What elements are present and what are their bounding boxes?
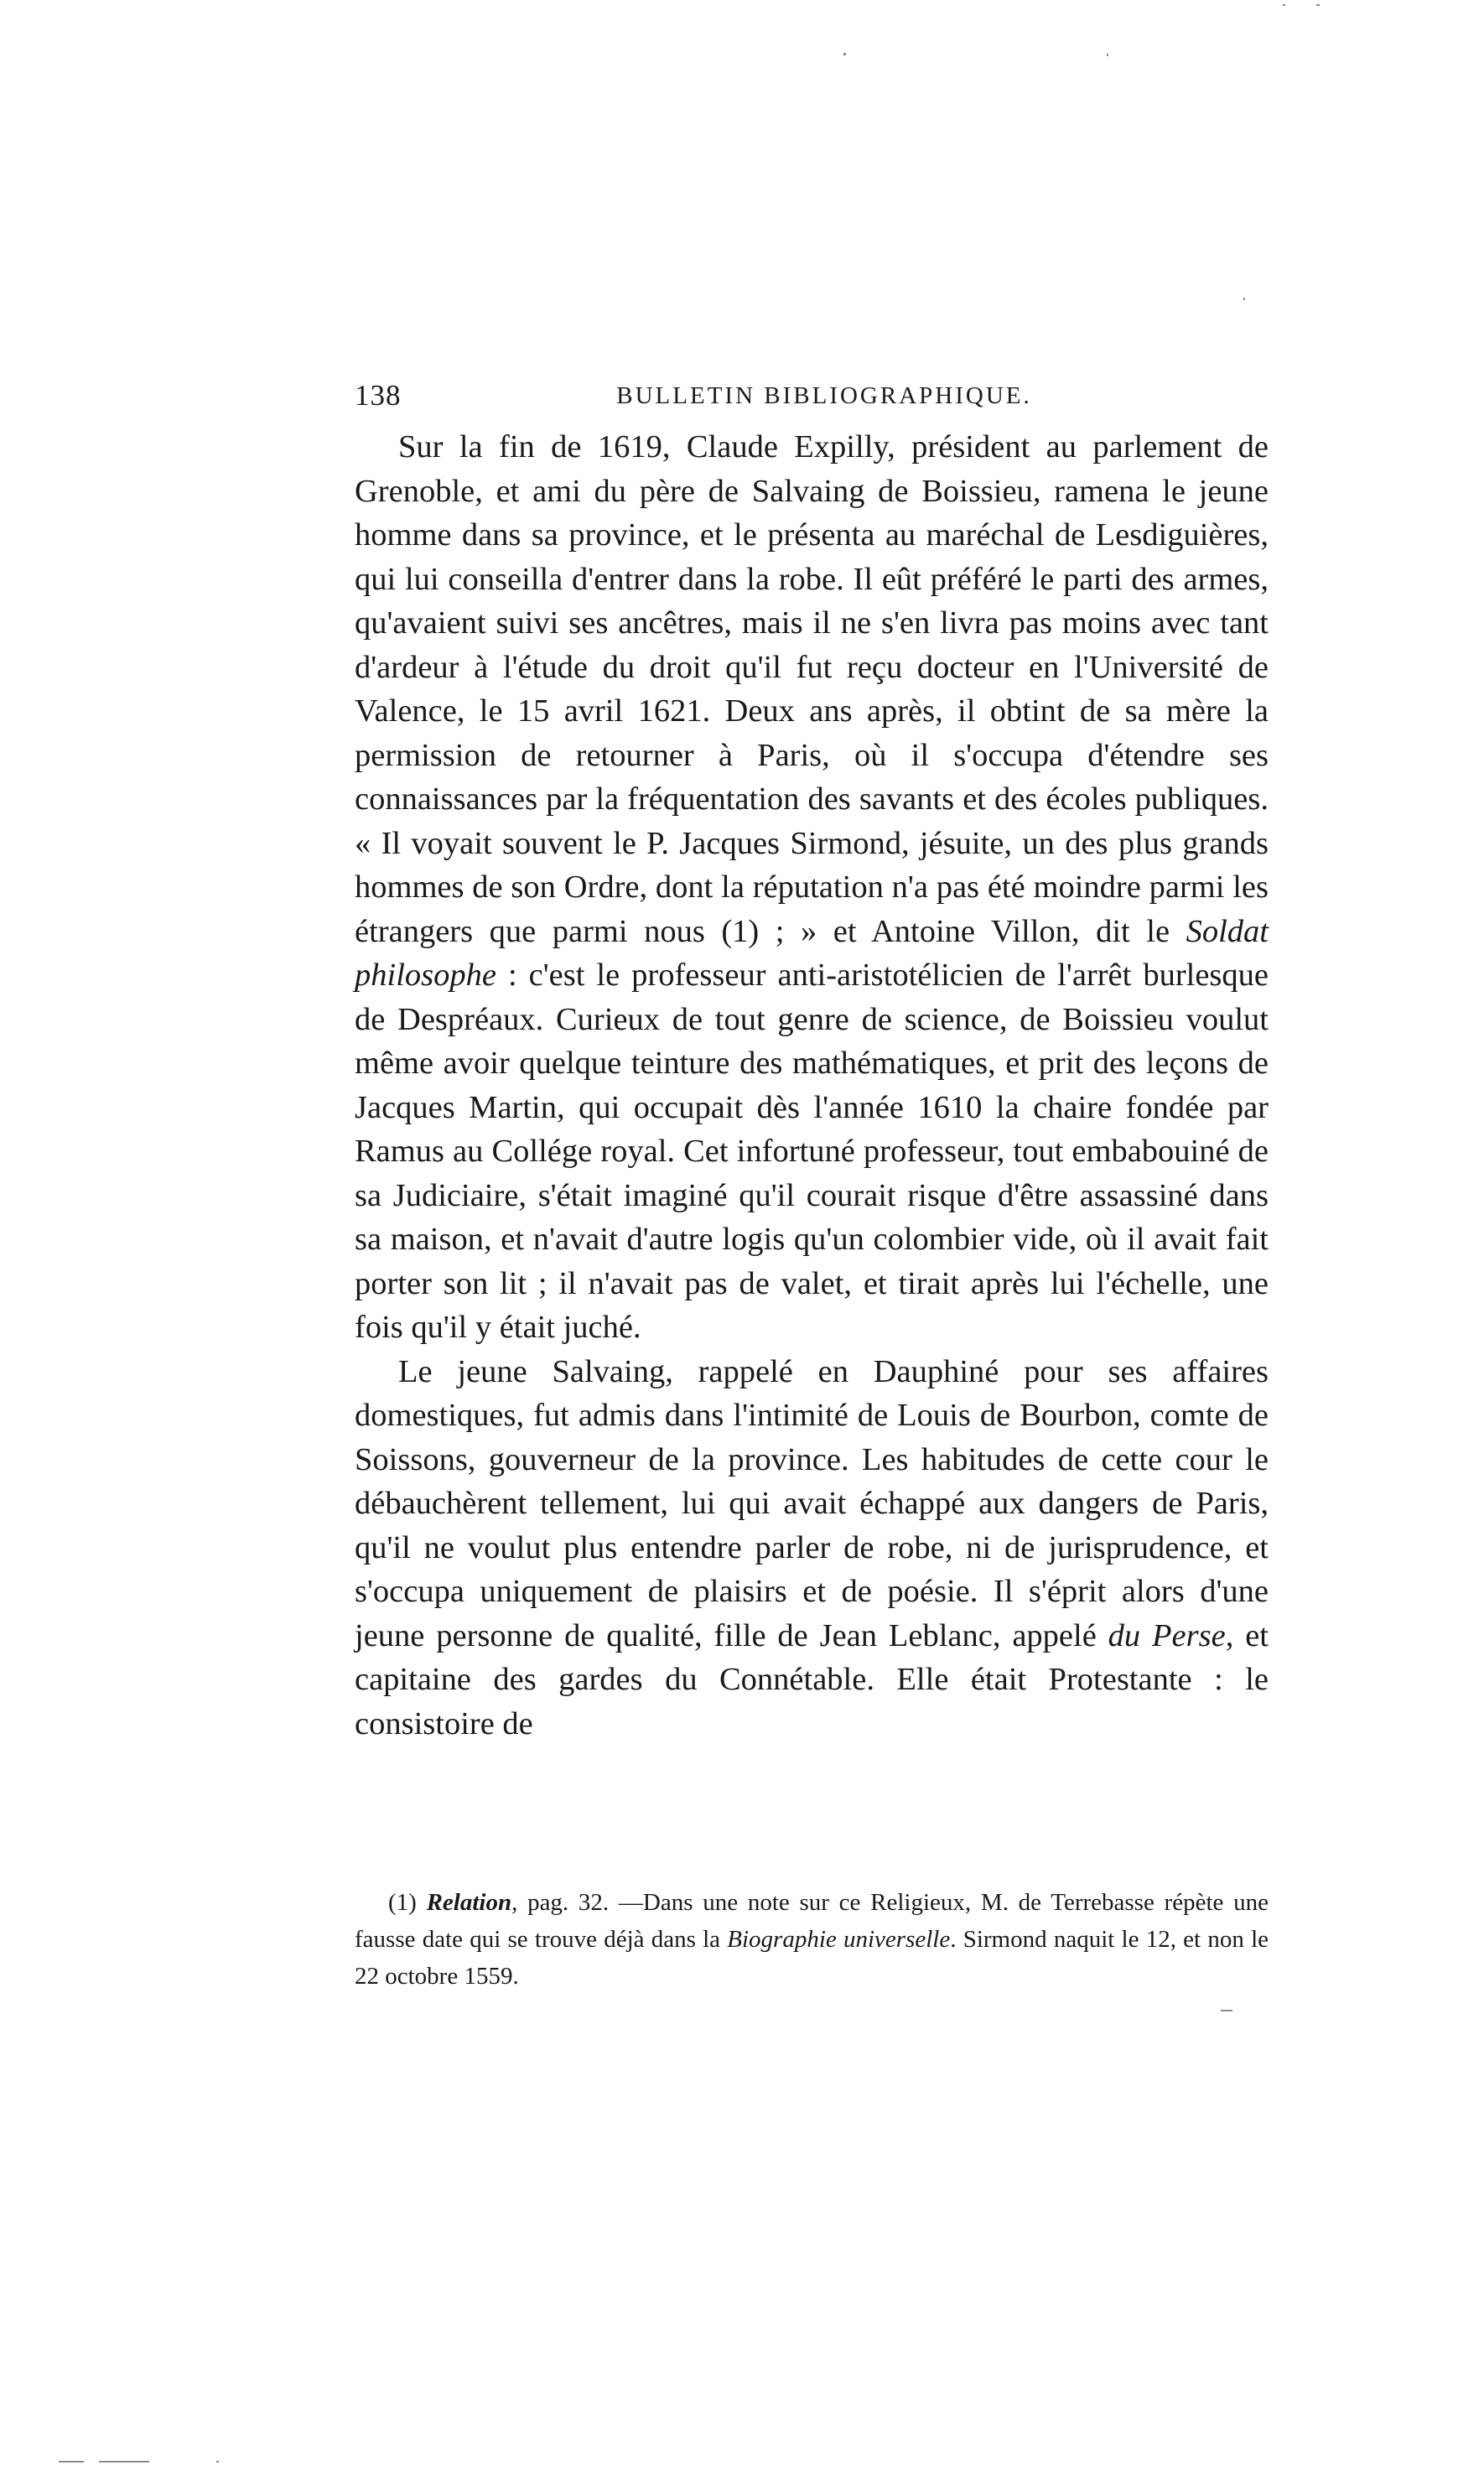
scan-speck [1107,54,1108,56]
scan-speck [1243,298,1245,300]
footnote-marker: (1) [388,1889,427,1916]
footnote-text-b: . Sirmond naquit le 12, et non le 22 octobre 1559. [355,1926,1269,1990]
footnote-title: Relation [426,1889,512,1916]
scan-speck [216,2461,219,2463]
body-text [355,425,1269,1746]
scan-speck [1283,4,1285,6]
paragraph-2-text-b: , et capitaine des gardes du Connétable. Elle était Protestante : le consistoire de [355,1617,1269,1741]
paragraph-1 [355,425,1269,1350]
footnote-text-a: , pag. 32. —Dans une note sur ce Religieux, M. de Terrebasse répète une fausse date qui se trouve déjà dans la [355,1889,1269,1953]
paragraph-2-italic: du Perse [1108,1617,1226,1653]
scan-speck [1316,4,1320,6]
footnote-italic: Biographie universelle [727,1926,951,1953]
paragraph-2-text-a: Le jeune Salvaing, rappelé en Dauphiné pour ses affaires domestiques, fut admis dans l'intimité de Louis de Bourbon, comte de Soissons, gouverneur de la province. Les habitudes de cette cour le débauchèrent tellement, lui qui avait échappé aux dangers de Paris, qu'il ne voulut plus entendre parler de robe, ni de jurisprudence, et s'occupa uniquement de plaisirs et de poésie. Il s'éprit alors d'une jeune personne de qualité, fille de Jean Leblanc, appelé [355,1353,1269,1653]
page-number: 138 [355,379,402,412]
scan-speck [99,2461,149,2463]
paragraph-1-text-a: Sur la fin de 1619, Claude Expilly, président au parlement de Grenoble, et ami du père de Salvaing de Boissieu, ramena le jeune homme dans sa province, et le présenta au maréchal de Lesdiguières, qui lui conseilla d'entrer dans la robe. Il eût préféré le parti des armes, qu'avaient suivi ses ancêtres, mais il ne s'en livra pas moins avec tant d'ardeur à l'étude du droit qu'il fut reçu docteur en l'Université de Valence, le 15 avril 1621. Deux ans après, il obtint de sa mère la permission de retourner à Paris, où il s'occupa d'étendre ses connaissances par la fréquentation des savants et des écoles publiques. « Il voyait souvent le P. Jacques Sirmond, jésuite, un des plus grands hommes de son Ordre, dont la réputation n'a pas été moindre parmi les étrangers que parmi nous (1) ; » et Antoine Villon, dit le [355,429,1269,949]
paragraph-2 [355,1350,1269,1746]
page-header [355,379,1269,421]
paragraph-1-text-b: : c'est le professeur anti-aristotélicien de l'arrêt burlesque de Despréaux. Curieux de tout genre de science, de Boissieu voulut même avoir quelque teinture des mathématiques, et prit des leçons de Jacques Martin, qui occupait dès l'année 1610 la chaire fondée par Ramus au Collége royal. Cet infortuné professeur, tout embabouiné de sa Judiciaire, s'était imaginé qu'il courait risque d'être assassiné dans sa maison, et n'avait d'autre logis qu'un colombier vide, où il avait fait porter son lit ; il n'avait pas de valet, et tirait après lui l'échelle, une fois qu'il y était juché. [355,958,1269,1345]
footnote [355,1884,1269,1995]
footnote-paragraph [355,1884,1269,1995]
paragraph-1-italic: Soldat philosophe [355,913,1269,993]
scan-speck [59,2461,84,2463]
scan-speck [843,53,846,55]
scan-speck [1221,2010,1232,2011]
running-head: BULLETIN BIBLIOGRAPHIQUE. [616,382,1032,409]
